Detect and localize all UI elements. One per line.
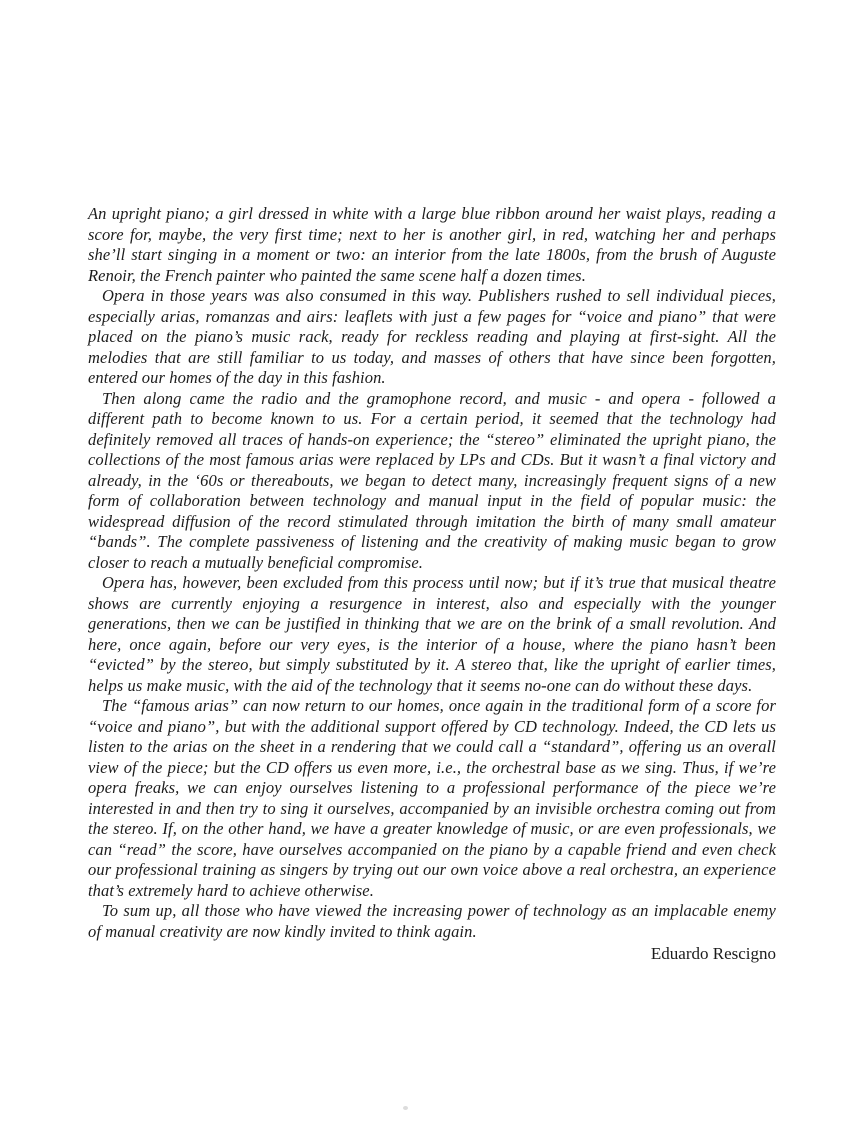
paragraph: The “famous arias” can now return to our homes, once again in the traditional form of a score for “voice and piano”, but with the additional support offered by CD technology. Indeed, the CD lets us listen to the arias on the sheet in a rendering that we could call a “standard”, offering us an overall view of the piece; but the CD offers us even more, i.e., the orchestral base as we sing. Thus, if we’re opera freaks, we can enjoy ourselves listening to a professional performance of the piece we’re interested in and then try to sing it ourselves, accompanied by an invisible orchestra coming out from the stereo. If, on the other hand, we have a greater knowledge of music, or are even professionals, we can “read” the score, have ourselves accompanied on the piano by a capable friend and even check our professional training as singers by trying out our own voice above a real orchestra, an experience that’s extremely hard to achieve otherwise. [88,696,776,900]
scan-artifact [403,1106,408,1110]
paragraph: To sum up, all those who have viewed the increasing power of technology as an implacable enemy of manual creativity are now kindly invited to think again. [88,901,776,941]
paragraph: Opera in those years was also consumed in this way. Publishers rushed to sell individual pieces, especially arias, romanzas and airs: leaflets with just a few pages for “voice and piano” that were placed on the piano’s music rack, ready for reckless reading and playing at first-sight. All the melodies that are still familiar to us today, and masses of others that have since been forgotten, entered our homes of the day in this fashion. [88,286,776,387]
author-signature: Eduardo Rescigno [650,944,776,963]
paragraph: Opera has, however, been excluded from this process until now; but if it’s true that musical theatre shows are currently enjoying a resurgence in interest, also and especially with the younger generations, then we can be justified in thinking that we are on the brink of a small revolution. And here, once again, before our very eyes, is the interior of a house, where the piano hasn’t been “evicted” by the stereo, but simply substituted by it. A stereo that, like the upright of earlier times, helps us make music, with the aid of the technology that it seems no-one can do without these days. [88,573,776,695]
essay-text-block [88,204,776,965]
paragraph: An upright piano; a girl dressed in white with a large blue ribbon around her waist plays, reading a score for, maybe, the very first time; next to her is another girl, in red, watching her and perhaps she’ll start singing in a moment or two: an interior from the late 1800s, from the brush of Auguste Renoir, the French painter who painted the same scene half a dozen times. [88,204,776,285]
paragraph: Then along came the radio and the gramophone record, and music - and opera - followed a different path to become known to us. For a certain period, it seemed that the technology had definitely removed all traces of hands-on experience; the “stereo” eliminated the upright piano, the collections of the most famous arias were replaced by LPs and CDs. But it wasn’t a final victory and already, in the ‘60s or thereabouts, we began to detect many, increasingly frequent signs of a new form of collaboration between technology and manual input in the field of popular music: the widespread diffusion of the record stimulated through imitation the birth of many small amateur “bands”. The complete passiveness of listening and the creativity of making music began to grow closer to reach a mutually beneficial compromise. [88,388,776,572]
